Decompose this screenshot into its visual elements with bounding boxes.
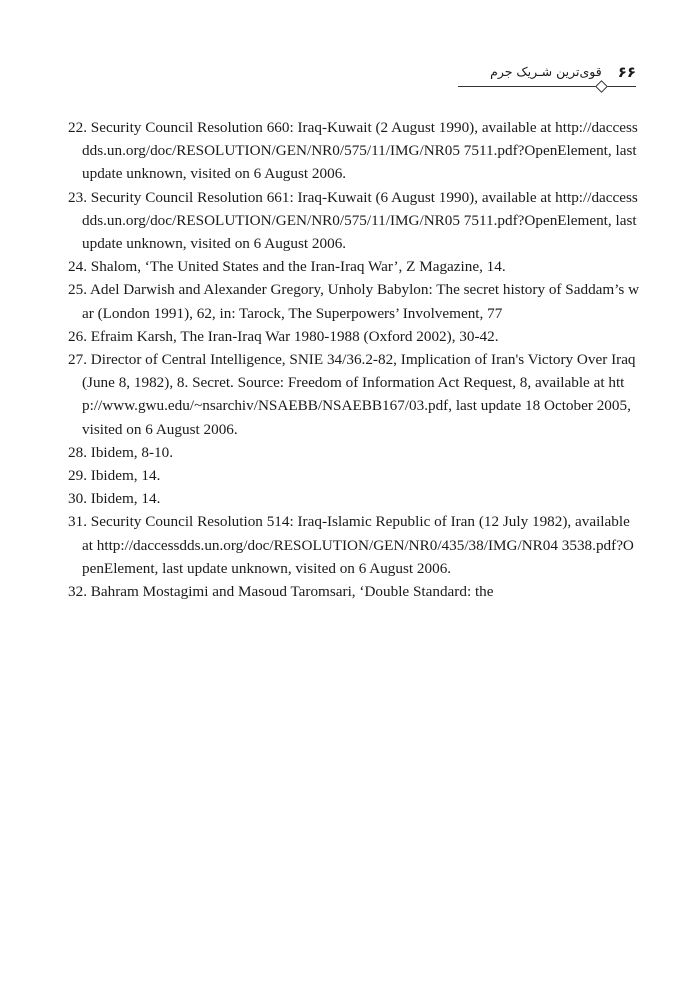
endnote-24 <box>68 255 640 278</box>
endnote-27 <box>68 348 640 441</box>
endnote-text: Security Council Resolution 514: Iraq-Islamic Republic of Iran (12 July 1982), available at http://daccessdds.un.org/doc/RESOLUTION/GEN/NR0/435/38/IMG/NR04 3538.pdf?OpenElement, last update unknown, visited on 6 August 2006. <box>82 513 634 577</box>
endnote-number: 25. <box>68 281 87 299</box>
endnote-number: 31. <box>68 513 87 531</box>
diamond-ornament-icon <box>595 80 608 93</box>
endnote-22 <box>68 116 640 186</box>
endnote-number: 22. <box>68 119 87 136</box>
endnote-32 <box>68 580 640 603</box>
endnote-number: 29. <box>68 467 87 485</box>
endnote-number: 26. <box>68 327 87 345</box>
endnote-number: 24. <box>68 258 87 276</box>
endnote-text: Shalom, ‘The United States and the Iran-Iraq War’, Z Magazine, 14. <box>90 258 506 276</box>
endnote-number: 27. <box>68 351 87 369</box>
endnote-text: Ibidem, 14. <box>90 467 161 485</box>
endnote-text: Ibidem, 14. <box>90 490 161 508</box>
header-rule <box>458 86 636 87</box>
endnote-text: Ibidem, 8-10. <box>90 443 174 461</box>
running-title: قوی‌ترین شـریک جرم <box>490 64 602 79</box>
header-row <box>490 62 636 82</box>
endnote-text: Bahram Mostagimi and Masoud Taromsari, ‘Double Standard: the <box>90 583 494 601</box>
endnote-25 <box>68 278 640 324</box>
endnote-text: Security Council Resolution 661: Iraq-Kuwait (6 August 1990), available at http://daccessdds.un.org/doc/RESOLUTION/GEN/NR0/575/11/IMG/NR05 7511.pdf?OpenElement, last update unknown, visited on 6 August 2006. <box>82 188 638 253</box>
page-number: ۶۶ <box>617 63 636 81</box>
endnote-text: Efraim Karsh, The Iran-Iraq War 1980-1988 (Oxford 2002), 30-42. <box>90 327 499 345</box>
endnote-30 <box>68 487 640 510</box>
page-header <box>458 62 636 94</box>
endnote-28 <box>68 441 640 464</box>
endnotes-list <box>68 116 640 603</box>
endnote-text: Adel Darwish and Alexander Gregory, Unholy Babylon: The secret history of Saddam’s war (London 1991), 62, in: Tarock, The Superpowers’ Involvement, 77 <box>82 281 640 322</box>
endnote-text: Director of Central Intelligence, SNIE 34/36.2-82, Implication of Iran's Victory Over Iraq (June 8, 1982), 8. Secret. Source: Freedom of Information Act Request, 8, available at http://www.gwu.edu/~nsarchiv/NSAEBB/NSAEBB167/03.pdf, last update 18 October 2005, visited on 6 August 2006. <box>82 351 636 438</box>
endnote-number: 28. <box>68 443 87 461</box>
endnote-23 <box>68 186 640 256</box>
endnote-number: 30. <box>68 490 87 508</box>
endnote-text: Security Council Resolution 660: Iraq-Kuwait (2 August 1990), available at http://daccessdds.un.org/doc/RESOLUTION/GEN/NR0/575/11/IMG/NR05 7511.pdf?OpenElement, last update unknown, visited on 6 August 2006. <box>82 119 638 183</box>
endnote-number: 23. <box>68 188 87 206</box>
endnote-number: 32. <box>68 583 87 601</box>
endnote-31 <box>68 510 640 580</box>
endnote-26 <box>68 325 640 348</box>
endnote-29 <box>68 464 640 487</box>
